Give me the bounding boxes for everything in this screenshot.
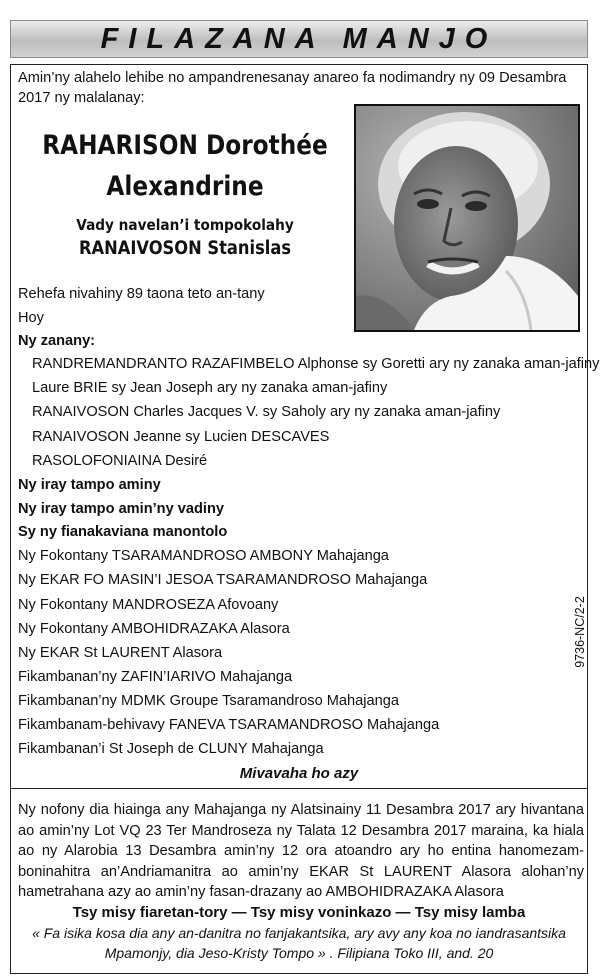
family-heading: Ny iray tampo amin’ny vadiny: [18, 501, 225, 517]
deceased-photo: [354, 104, 580, 332]
child-item: RANAIVOSON Jeanne sy Lucien DESCAVES: [32, 429, 330, 445]
organization-item: Fikambanam-behivavy FANEVA TSARAMANDROSO Mahajanga: [18, 717, 440, 733]
spouse-label: Vady navelan’i tompokolahy: [76, 216, 294, 234]
verse-line2: Mpamonjy, dia Jeso-Kristy Tompo » . Filipiana Toko III, and. 20: [104, 945, 494, 961]
child-item: RANDREMANDRANTO RAZAFIMBELO Alphonse sy Goretti ary ny zanaka aman-jafiny: [32, 356, 600, 372]
verse-line1: « Fa isika kosa dia any an-danitra no fanjakantsika, ary avy any koa no iandrasantsika: [32, 925, 566, 941]
organization-item: Ny Fokontany MANDROSEZA Afovoany: [18, 597, 279, 613]
requests-line: Tsy misy fiaretan-tory — Tsy misy voninkazo — Tsy misy lamba: [72, 904, 526, 921]
reference-code: 9736-NC/2-2: [573, 596, 587, 668]
organization-item: Ny Fokontany AMBOHIDRAZAKA Alasora: [18, 621, 290, 637]
children-heading: Ny zanany:: [18, 333, 96, 349]
age-line: Rehefa nivahiny 89 taona teto an-tany: [18, 286, 265, 302]
hoy-text: Hoy: [18, 310, 44, 326]
funeral-info: Ny nofony dia hiainga any Mahajanga ny Alatsinainy 11 Desambra 2017 ary hivantana ao amin’ny Lot VQ 23 Ter Mandroseza ny Talata 12 Desambra 2017 maraina, ka hiala ao ny Alarobia 13 Desambra amin’ny 12 ora atoandro ary ho entina hanomezam-boninahitra an’Andriamanitra ao amin’ny EKAR St LAURENT Alasora alohan’ny hametrahana azy ao amin’ny fasan-drazany ao AMBOHIDRAZAKA Alasora: [18, 802, 584, 900]
header-title: FILAZANA MANJO: [100, 23, 498, 55]
header-banner: [10, 20, 588, 58]
child-item: Laure BRIE sy Jean Joseph ary ny zanaka aman-jafiny: [32, 380, 388, 396]
organization-item: Ny EKAR FO MASIN’I JESOA TSARAMANDROSO Mahajanga: [18, 572, 428, 588]
deceased-name-line1: RAHARISON Dorothée: [42, 130, 328, 161]
section-divider: [10, 788, 588, 789]
family-heading: Ny iray tampo aminy: [18, 477, 161, 493]
child-item: RASOLOFONIAINA Desiré: [32, 453, 208, 469]
organization-item: Ny Fokontany TSARAMANDROSO AMBONY Mahajanga: [18, 548, 389, 564]
spouse-name: RANAIVOSON Stanislas: [78, 238, 292, 259]
intro-text: Amin’ny alahelo lehibe no ampandrenesanay anareo fa nodimandry ny 09 Desambra 2017 ny malalanay:: [18, 70, 567, 106]
organization-item: Fikambanan’ny ZAFIN’IARIVO Mahajanga: [18, 669, 293, 685]
deceased-name-line2: Alexandrine: [106, 171, 264, 202]
organization-item: Ny EKAR St LAURENT Alasora: [18, 645, 223, 661]
closing-text: Mivavaha ho azy: [239, 765, 359, 782]
child-item: RANAIVOSON Charles Jacques V. sy Saholy ary ny zanaka aman-jafiny: [32, 404, 501, 420]
family-heading: Sy ny fianakaviana manontolo: [18, 524, 228, 540]
organization-item: Fikambanan’i St Joseph de CLUNY Mahajanga: [18, 741, 324, 757]
organization-item: Fikambanan’ny MDMK Groupe Tsaramandroso Mahajanga: [18, 693, 399, 709]
portrait-image: [356, 106, 578, 330]
